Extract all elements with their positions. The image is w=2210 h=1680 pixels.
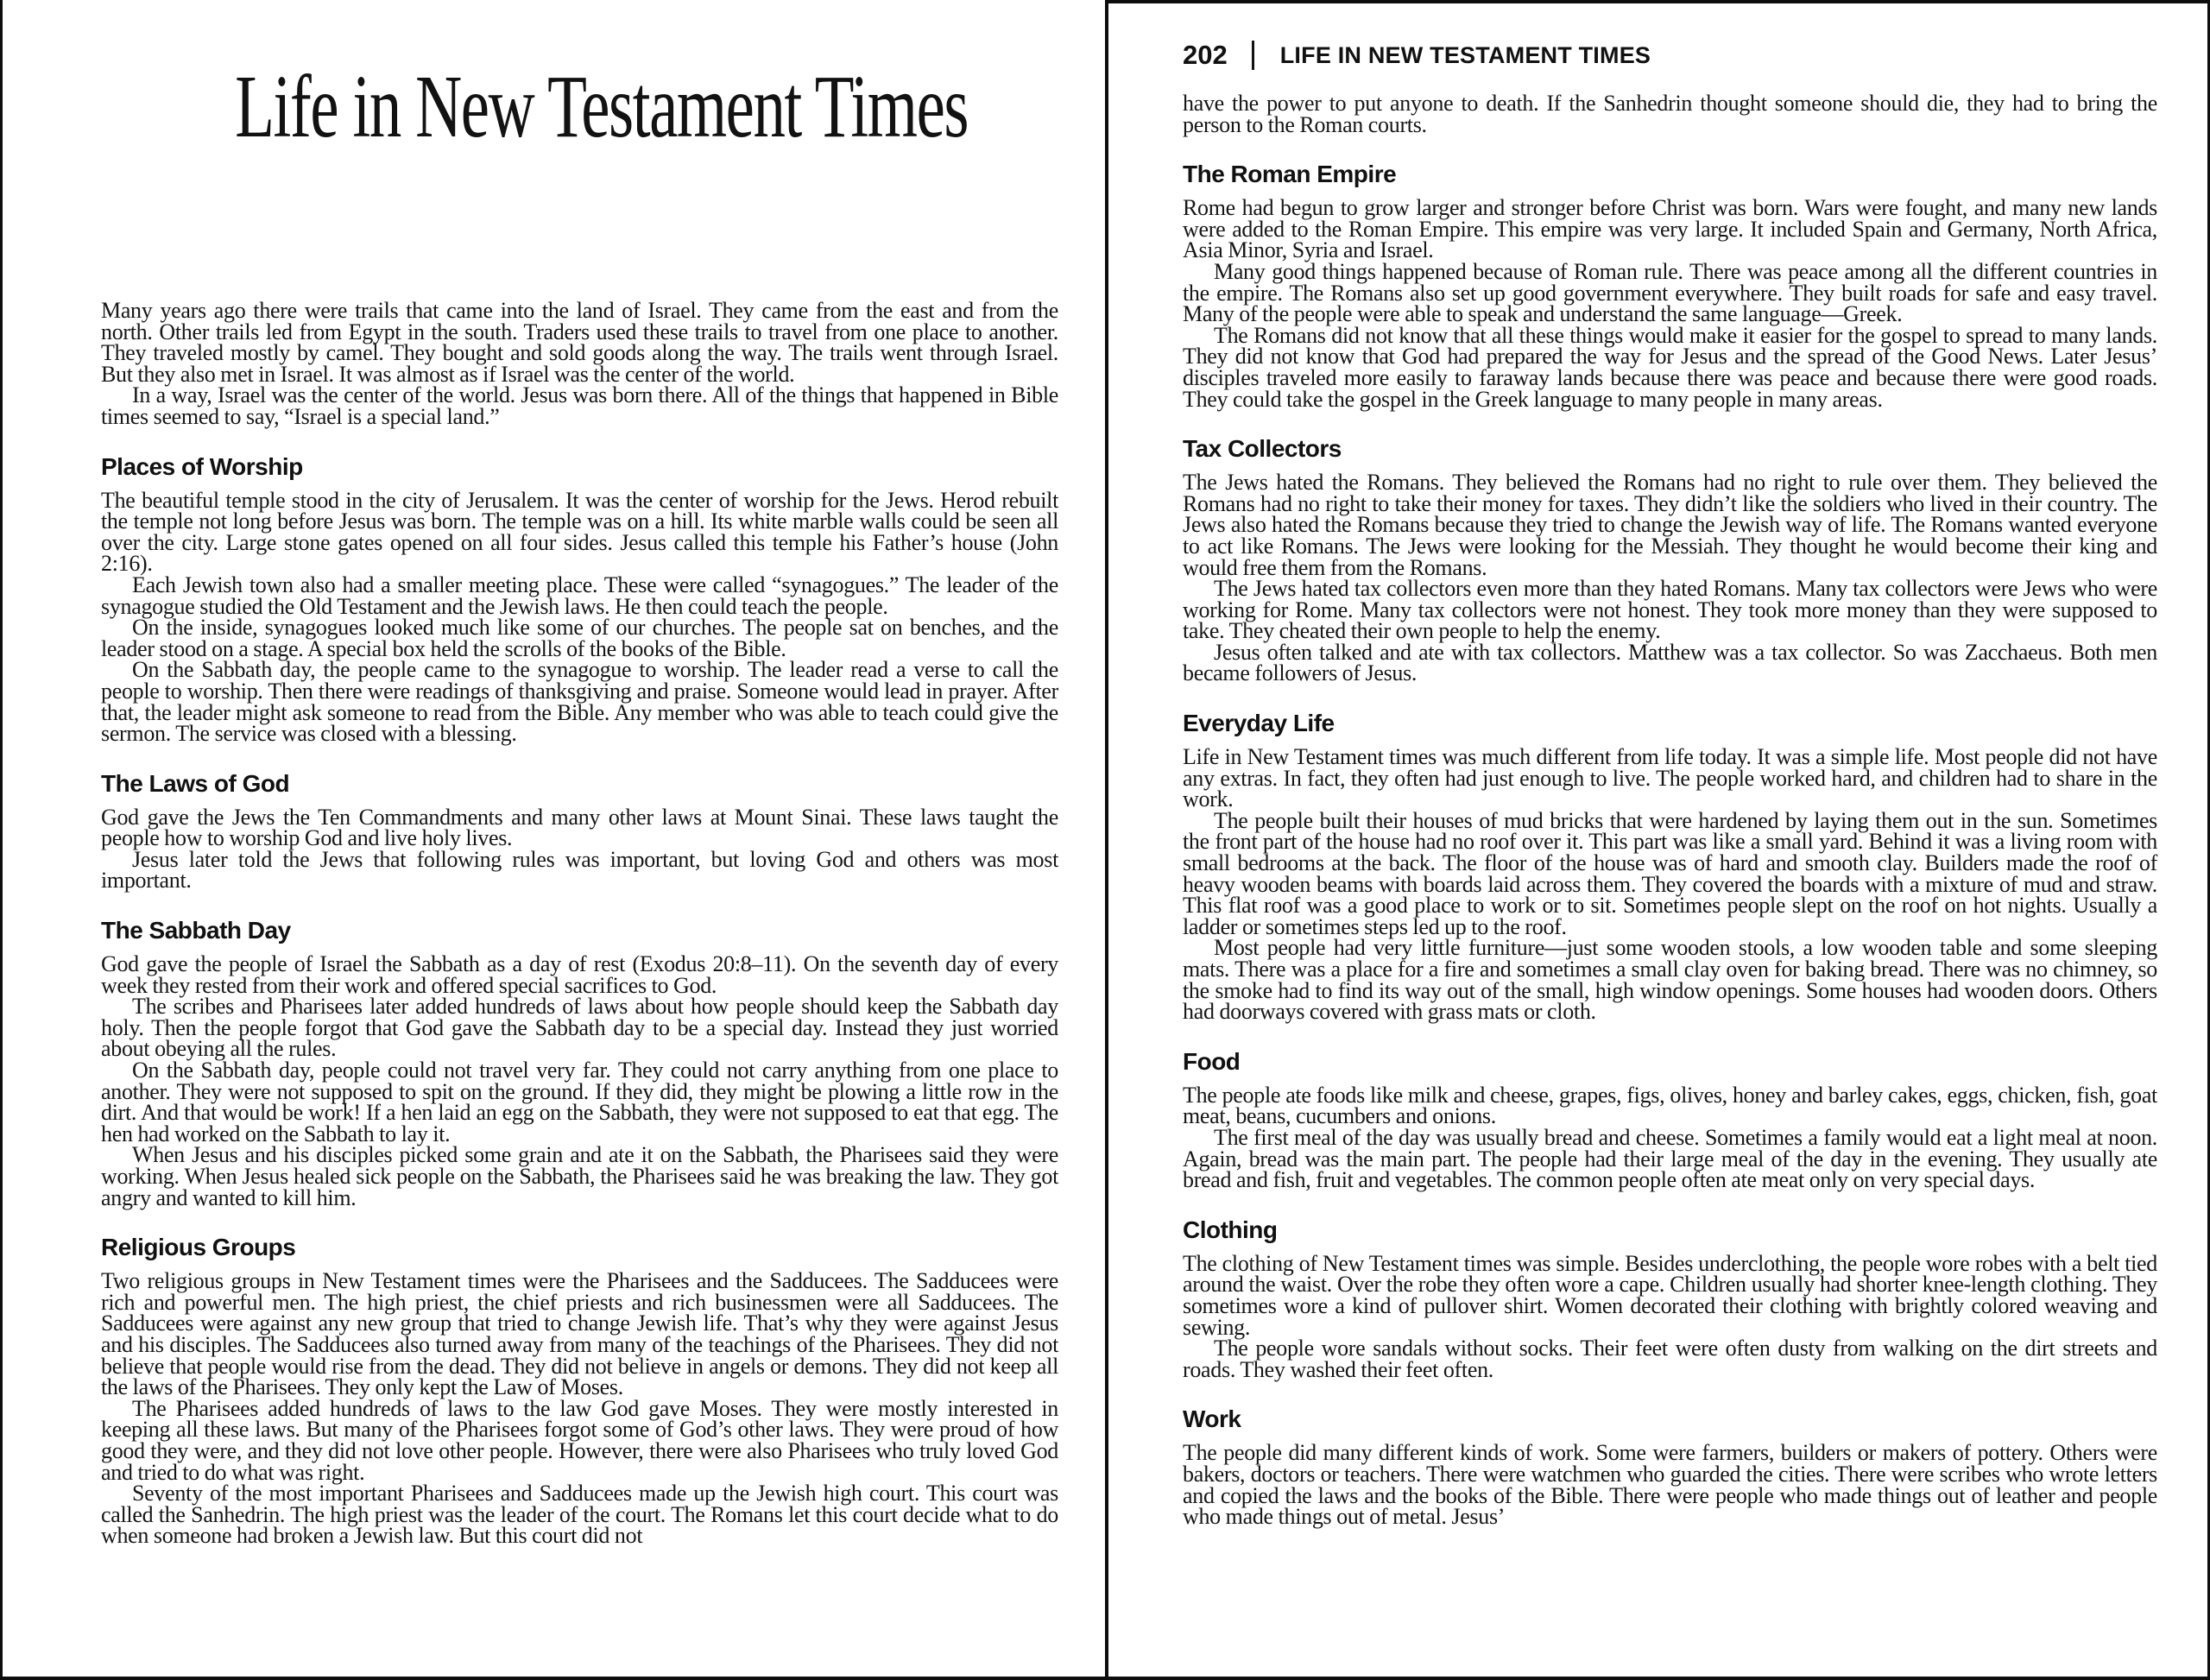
paragraph: The people wore sandals without socks. Their feet were often dusty from walking on the dirt streets and roads. They washed their feet often. (1183, 1336, 2157, 1382)
right-page-sections (1183, 161, 2157, 1528)
section-heading: The Laws of God (101, 769, 290, 797)
paragraph: Each Jewish town also had a smaller meeting place. These were called “synagogues.” The leader of the synagogue studied the Old Testament and the Jewish laws. He then could teach the people. (101, 572, 1058, 619)
paragraph: Rome had begun to grow larger and stronger before Christ was born. Wars were fought, and many new lands were added to the Roman Empire. This empire was very large. It included Spain and Germany, North Africa, Asia Minor, Syria and Israel. (1183, 195, 2157, 263)
paragraph: The Jews hated the Romans. They believed the Romans had no right to rule over them. They believed the Romans had no right to take their money for taxes. They didn’t like the soldiers who lived in their country. The Jews also hated the Romans because they tried to change the Jewish way of life. The Romans wanted everyone to act like Romans. The Jews were looking for the Messiah. They thought he would become their king and would free them from the Romans. (1183, 470, 2157, 580)
paragraph: On the Sabbath day, people could not travel very far. They could not carry anything from one place to another. They were not supposed to spit on the ground. If they did, they might be plowing a little row in the dirt. And that would be work! If a hen laid an egg on the Sabbath, they were not supposed to eat that egg. The hen had worked on the Sabbath to lay it. (101, 1058, 1058, 1146)
paragraph: When Jesus and his disciples picked some grain and ate it on the Sabbath, the Pharisees said they were working. When Jesus healed sick people on the Sabbath, the Pharisees said he was breaking the law. They got angry and wanted to kill him. (101, 1142, 1058, 1210)
section-heading: Food (1183, 1047, 1241, 1075)
section-heading: Everyday Life (1183, 710, 1335, 737)
paragraph: The beautiful temple stood in the city of Jerusalem. It was the center of worship for the Jews. Herod rebuilt the temple not long before Jesus was born. The temple was on a hill. Its white marble walls could be seen all over the city. Large stone gates opened on all four sides. Jesus called this temple his Father’s house (John 2:16). (101, 487, 1058, 577)
left-page (3, 0, 1105, 1677)
paragraph: Many good things happened because of Roman rule. There was peace among all the different countries in the empire. The Romans also set up good government everywhere. They built roads for safe and easy travel. Many of the people were able to speak and understand the same language—Greek. (1183, 258, 2157, 327)
paragraph: The Jews hated tax collectors even more than they hated Romans. Many tax collectors were Jews who were working for Rome. Many tax collectors were not honest. They took more money than they were supposed to take. They cheated their own people to help the enemy. (1183, 576, 2157, 644)
paragraph: The Romans did not know that all these things would make it easier for the gospel to spread to many lands. They did not know that God had prepared the way for Jesus and the spread of the Good News. Later Jesus’ disciples traveled more easily to faraway lands because there was peace and because there were good roads. They could take the gospel in the Greek language to many people in many areas. (1183, 322, 2157, 412)
section-heading: Clothing (1183, 1216, 1278, 1243)
paragraph: have the power to put anyone to death. If the Sanhedrin thought someone should die, they had to bring the person to the Roman courts. (1183, 91, 2157, 137)
paragraph: Most people had very little furniture—just some wooden stools, a low wooden table and some sleeping mats. There was a place for a fire and sometimes a small clay oven for baking bread. There was no chimney, so the smoke had to find its way out of the small, high window openings. Some houses had wooden doors. Others had doorways covered with grass mats or cloth. (1183, 935, 2157, 1025)
paragraph: Many years ago there were trails that came into the land of Israel. They came from the east and from the north. Other trails led from Egypt in the south. Traders used these trails to travel from one place to another. They traveled mostly by camel. They bought and sold goods along the way. The trails went through Israel. But they also met in Israel. It was almost as if Israel was the center of the world. (101, 298, 1058, 387)
paragraph: God gave the Jews the Ten Commandments and many other laws at Mount Sinai. These laws taught the people how to worship God and live holy lives. (101, 804, 1058, 851)
paragraph: On the inside, synagogues looked much like some of our churches. The people sat on benches, and the leader stood on a stage. A special box held the scrolls of the books of the Bible. (101, 615, 1058, 661)
chapter-title: Life in New Testament Times (235, 57, 969, 156)
paragraph: Seventy of the most important Pharisees and Sadducees made up the Jewish high court. This court was called the Sanhedrin. The high priest was the leader of the court. The Romans let this court decide what to do when someone had broken a Jewish law. But this court did not (101, 1481, 1058, 1549)
intro-paragraphs (101, 300, 1058, 428)
paragraph: Jesus often talked and ate with tax collectors. Matthew was a tax collector. So was Zacchaeus. Both men became followers of Jesus. (1183, 639, 2157, 686)
paragraph: The scribes and Pharisees later added hundreds of laws about how people should keep the Sabbath day holy. Then the people forgot that God gave the Sabbath day to be a special day. Instead they just worried about obeying all the rules. (101, 994, 1058, 1062)
right-page (1108, 0, 2207, 1677)
section-heading: The Sabbath Day (101, 917, 291, 944)
page-header (1183, 40, 2157, 71)
paragraph: The people ate foods like milk and cheese, grapes, figs, olives, honey and barley cakes, eggs, chicken, fish, goat meat, beans, cucumbers and onions. (1183, 1082, 2157, 1129)
paragraph: On the Sabbath day, the people came to the synagogue to worship. The leader read a verse to call the people to worship. Then there were readings of thanksgiving and praise. Someone would lead in prayer. After that, the leader might ask someone to read from the Bible. Any member who was able to teach could give the sermon. The service was closed with a blessing. (101, 657, 1058, 747)
paragraph: The Pharisees added hundreds of laws to the law God gave Moses. They were mostly interested in keeping all these laws. But many of the Pharisees forgot some of God’s other laws. They were proud of how good they were, and they did not love other people. However, there were also Pharisees who truly loved God and tried to do what was right. (101, 1395, 1058, 1485)
section-heading: Tax Collectors (1183, 435, 1342, 463)
running-title: LIFE IN NEW TESTAMENT TIMES (1279, 41, 1651, 68)
continuation-paragraphs (1183, 93, 2157, 136)
paragraph: The clothing of New Testament times was simple. Besides underclothing, the people wore robes with a belt tied around the waist. Over the robe they often wore a cape. Children usually had shorter knee-length clothing. They sometimes wore a kind of pullover shirt. Women decorated their clothing with brightly colored weaving and sewing. (1183, 1250, 2157, 1340)
header-separator-rule (1252, 41, 1254, 70)
section-heading: Religious Groups (101, 1234, 296, 1261)
section-heading: Places of Worship (101, 452, 303, 480)
paragraph: God gave the people of Israel the Sabbath as a day of rest (Exodus 20:8–11). On the seventh day of every week they rested from their work and offered special sacrifices to God. (101, 951, 1058, 998)
section-heading: Work (1183, 1405, 1241, 1433)
section-heading: The Roman Empire (1183, 161, 1397, 188)
paragraph: The people did many different kinds of work. Some were farmers, builders or makers of pottery. Others were bakers, doctors or teachers. There were watchmen who guarded the cities. There were scribes who wrote letters and copied the laws and the books of the Bible. There were people who made things out of leather and people who made things out of metal. Jesus’ (1183, 1440, 2157, 1530)
left-page-sections (101, 454, 1058, 1547)
paragraph: Life in New Testament times was much different from life today. It was a simple life. Most people did not have any extras. In fact, they often had just enough to live. The people worked hard, and children had to share in the work. (1183, 744, 2157, 812)
paragraph: Jesus later told the Jews that following rules was important, but loving God and others was most important. (101, 846, 1058, 894)
paragraph: In a way, Israel was the center of the world. Jesus was born there. All of the things that happened in Bible times seemed to say, “Israel is a special land.” (101, 382, 1058, 429)
paragraph: The first meal of the day was usually bread and cheese. Sometimes a family would eat a light meal at noon. Again, bread was the main part. The people had their large meal of the day in the evening. They usually ate bread and fish, fruit and vegetables. The common people often ate meat only on very special days. (1183, 1124, 2157, 1193)
page-number: 202 (1183, 40, 1228, 70)
paragraph: The people built their houses of mud bricks that were hardened by laying them out in the sun. Sometimes the front part of the house had no roof over it. This part was like a small yard. Behind it was a living room with small bedrooms at the back. The floor of the house was of hard and smooth clay. Builders made the roof of heavy wooden beams with boards laid across them. They covered the boards with a mixture of mud and straw. This flat roof was a good place to work or to sit. Sometimes people slept on the roof on hot nights. Usually a ladder or sometimes steps led up to the roof. (1183, 807, 2157, 939)
paragraph: Two religious groups in New Testament times were the Pharisees and the Sadducees. The Sadducees were rich and powerful men. The high priest, the chief priests and rich businessmen were all Sadducees. The Sadducees were against any new group that tried to change Jewish life. That’s why they were against Jesus and his disciples. The Sadducees also turned away from many of the teachings of the Pharisees. They did not believe that people would rise from the dead. They did not believe in angels or demons. They did not keep all the laws of the Pharisees. They only kept the Law of Moses. (101, 1268, 1058, 1400)
